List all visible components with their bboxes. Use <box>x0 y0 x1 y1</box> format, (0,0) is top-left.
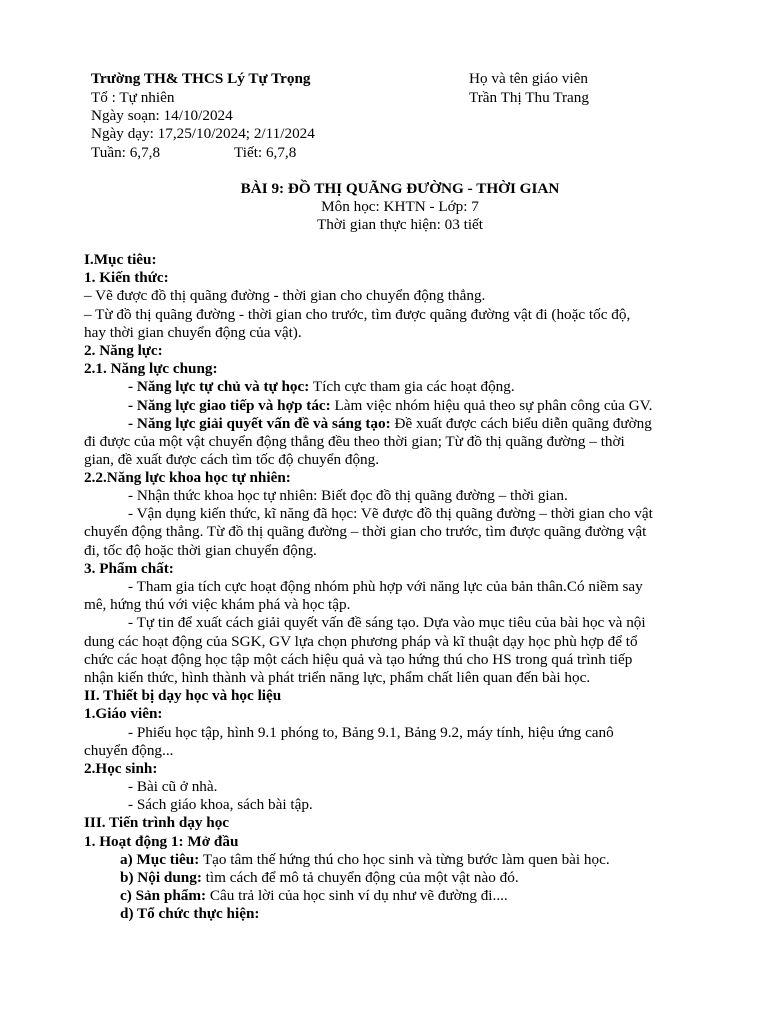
teacher-equipment-heading: 1.Giáo viên: <box>84 705 163 722</box>
communication-text: Làm việc nhóm hiệu quả theo sự phân công của GV. <box>330 397 653 414</box>
problem-solving-item <box>128 415 652 433</box>
communication-label: - Năng lực giao tiếp và hợp tác: <box>128 397 331 414</box>
teacher-equipment-item: - Phiếu học tập, hình 9.1 phóng to, Bảng 9.1, Bảng 9.2, máy tính, hiệu ứng canô <box>128 724 614 741</box>
quality-item: - Tham gia tích cực hoạt động nhóm phù hợp với năng lực của bản thân.Có niềm say <box>128 578 643 595</box>
science-competence-heading: 2.2.Năng lực khoa học tự nhiên: <box>84 469 291 486</box>
activity-heading: 1. Hoạt động 1: Mở đầu <box>84 833 239 850</box>
equipment-heading: II. Thiết bị dạy học và học liệu <box>84 687 282 704</box>
goal-text: Tạo tâm thế hứng thú cho học sinh và từng bước làm quen bài học. <box>199 851 610 868</box>
competence-heading: 2. Năng lực: <box>84 342 163 359</box>
product-text: Câu trả lời của học sinh ví dụ như vẽ đường đi.... <box>206 887 508 904</box>
activity-goal <box>120 851 610 869</box>
lesson-title: BÀI 9: ĐỒ THỊ QUÃNG ĐƯỜNG - THỜI GIAN <box>240 180 560 197</box>
general-competence-heading: 2.1. Năng lực chung: <box>84 360 218 377</box>
quality-item-cont: nhận kiến thức, hình thành và phát triển năng lực, phẩm chất liên quan đến bài học. <box>84 669 591 686</box>
science-item: - Vận dụng kiến thức, kĩ năng đã học: Vẽ được đồ thị quãng đường – thời gian cho vật <box>128 505 653 522</box>
activity-organization: d) Tổ chức thực hiện: <box>120 905 260 922</box>
prep-date: Ngày soạn: 14/10/2024 <box>91 107 233 124</box>
school-name: Trường TH& THCS Lý Tự Trọng <box>91 70 311 87</box>
teacher-label: Họ và tên giáo viên <box>469 70 588 87</box>
teacher-name: Trần Thị Thu Trang <box>469 89 589 106</box>
problem-solving-cont: gian, đề xuất được cách tìm tốc độ chuyển động. <box>84 451 380 468</box>
duration-line: Thời gian thực hiện: 03 tiết <box>317 216 483 233</box>
problem-solving-text: Đề xuất được cách biểu diễn quãng đường <box>390 415 652 432</box>
knowledge-item: – Vẽ được đồ thị quãng đường - thời gian cho chuyển động thẳng. <box>84 287 486 304</box>
department: Tổ : Tự nhiên <box>91 89 175 106</box>
problem-solving-cont: đi được của một vật chuyển động thẳng đều theo thời gian; Từ đồ thị quãng đường – thời <box>84 433 625 450</box>
goal-label: a) Mục tiêu: <box>120 851 200 868</box>
period: Tiết: 6,7,8 <box>234 144 297 161</box>
communication-item <box>128 397 652 415</box>
science-item-cont: đi, tốc độ hoặc thời gian chuyển động. <box>84 542 317 559</box>
teach-dates: Ngày dạy: 17,25/10/2024; 2/11/2024 <box>91 125 315 142</box>
quality-item-cont: dung các hoạt động của SGK, GV lựa chọn phương pháp và kĩ thuật dạy học phù hợp để tổ <box>84 633 638 650</box>
content-label: b) Nội dung: <box>120 869 202 886</box>
teacher-equipment-cont: chuyển động... <box>84 742 174 759</box>
self-study-item <box>128 378 515 396</box>
objectives-heading: I.Mục tiêu: <box>84 251 157 268</box>
student-equipment-item: - Bài cũ ở nhà. <box>128 778 218 795</box>
science-item-cont: chuyển động thẳng. Từ đồ thị quãng đường – thời gian cho trước, tìm được quãng đường vật <box>84 523 647 540</box>
activity-content <box>120 869 519 887</box>
student-equipment-item: - Sách giáo khoa, sách bài tập. <box>128 796 313 813</box>
product-label: c) Sản phẩm: <box>120 887 207 904</box>
process-heading: III. Tiến trình dạy học <box>84 814 230 831</box>
subject-line: Môn học: KHTN - Lớp: 7 <box>321 198 479 215</box>
activity-product <box>120 887 508 905</box>
quality-item-cont: mê, hứng thú với việc khám phá và học tập. <box>84 596 351 613</box>
self-study-label: - Năng lực tự chủ và tự học: <box>128 378 310 395</box>
knowledge-heading: 1. Kiến thức: <box>84 269 169 286</box>
knowledge-item: – Từ đồ thị quãng đường - thời gian cho trước, tìm được quãng đường vật đi (hoặc tốc độ, <box>84 306 631 323</box>
content-text: tìm cách để mô tả chuyển động của một vật nào đó. <box>201 869 519 886</box>
self-study-text: Tích cực tham gia các hoạt động. <box>309 378 515 395</box>
science-item: - Nhận thức khoa học tự nhiên: Biết đọc đồ thị quãng đường – thời gian. <box>128 487 568 504</box>
student-equipment-heading: 2.Học sinh: <box>84 760 158 777</box>
quality-item: - Tự tin để xuất cách giải quyết vấn đề sáng tạo. Dựa vào mục tiêu của bài học và nội <box>128 614 646 631</box>
quality-heading: 3. Phẩm chất: <box>84 560 174 577</box>
week: Tuần: 6,7,8 <box>91 144 161 161</box>
quality-item-cont: chức các hoạt động học tập một cách hiệu quả và tạo hứng thú cho HS trong quá trình tiếp <box>84 651 633 668</box>
problem-solving-label: - Năng lực giải quyết vấn đề và sáng tạo: <box>128 415 391 432</box>
knowledge-item-cont: hay thời gian chuyển động của vật). <box>84 324 302 341</box>
